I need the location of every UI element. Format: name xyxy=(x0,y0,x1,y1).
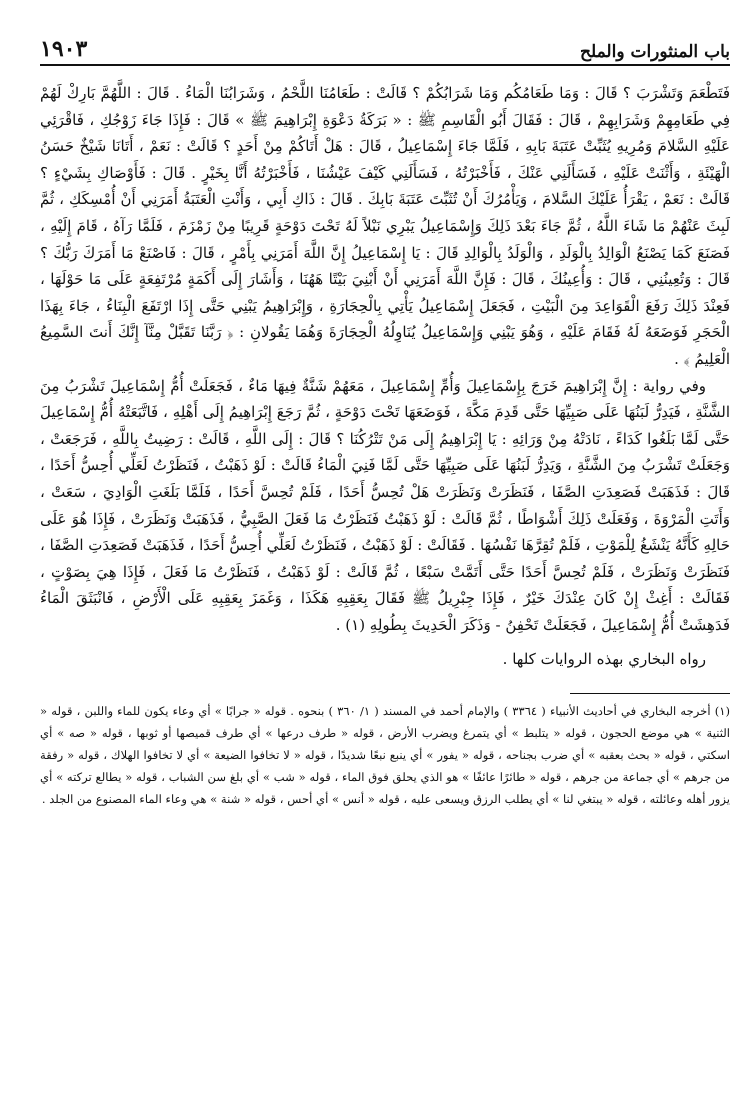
page-number: ١٩٠٣ xyxy=(40,36,88,62)
paragraph-hadith-main: فَتَطْعَمَ وَتَشْرَبَ ؟ قَالَ : وَمَا طَعَامُكُم وَمَا شَرَابُكُمْ ؟ قَالَتْ : طَعَامُنَا اللَّحْمُ ، وَشَرَابُنَا الْمَاءُ . قَالَ : اللَّهُمَّ بَارِكْ لَهُمْ فِي طَعَامِهِمْ وَشَرَابِهِمْ ، قَالَ : فَقَالَ أَبُو الْقَاسِمِ ﷺ : « بَرَكَةُ دَعْوَةِ إِبْرَاهِيمَ ﷺ » قَالَ : فَإِذَا جَاءَ زَوْجُكِ ، فَاقْرَئِي عَلَيْهِ السَّلامَ وَمُرِيهِ يُثَبِّتْ عَتَبَةَ بَابِهِ ، فَلَمَّا جَاءَ إِسْمَاعِيلُ ، قَالَ : هَلْ أَتَاكُمْ مِنْ أَحَدٍ ؟ قَالَتْ : نَعَمْ ، أَتَانَا شَيْخٌ حَسَنُ الْهَيْئَةِ ، وَأَثْنَتْ عَلَيْهِ ، فَسَأَلَنِي عَنْكَ ، فَأَخْبَرْتُهُ ، فَسَأَلَنِي كَيْفَ عَيْشُنَا ، فَأَخْبَرْتُهُ أَنَّا بِخَيْرٍ . قَالَ : فَأَوْصَاكِ بِشَيْءٍ ؟ قَالَتْ : نَعَمْ ، يَقْرَأُ عَلَيْكَ السَّلامَ ، وَيَأْمُرُكَ أَنْ تُثَبِّتَ عَتَبَةَ بَابِكَ . قَالَ : ذَاكِ أَبِي ، وَأَنْتِ الْعَتَبَةُ أَمَرَنِي أَنْ أُمْسِكَكِ ، ثُمَّ لَبِثَ عَنْهُمْ مَا شَاءَ اللَّهُ ، ثُمَّ جَاءَ بَعْدَ ذَلِكَ وَإِسْمَاعِيلُ يَبْرِي نَبْلاً لَهُ تَحْتَ دَوْحَةٍ قَرِيبًا مِنْ زَمْزَمَ ، فَلَمَّا رَآهُ ، قَامَ إِلَيْهِ ، فَصَنَعَ كَمَا يَصْنَعُ الْوَالِدُ بِالْوَلَدِ ، وَالْوَلَدُ بِالْوَالِدِ قَالَ : يَا إِسْمَاعِيلُ إِنَّ اللَّهَ أَمَرَنِي بِأَمْرٍ ، قَالَ : فَاصْنَعْ مَا أَمَرَكَ رَبُّكَ ؟ قَالَ : وَتُعِينُنِي ، قَالَ : وَأُعِينُكَ ، قَالَ : فَإِنَّ اللَّهَ أَمَرَنِي أَنْ أَبْنِيَ بَيْتًا هَهُنَا ، وَأَشَارَ إِلَى أَكَمَةٍ مُرْتَفِعَةٍ عَلَى مَا حَوْلَهَا ، فَعِنْدَ ذَلِكَ رَفَعَ الْقَوَاعِدَ مِنَ الْبَيْتِ ، فَجَعَلَ إِسْمَاعِيلُ يَأْتِي بِالْحِجَارَةِ ، وَإِبْرَاهِيمُ يَبْنِي حَتَّى إِذَا ارْتَفَعَ الْبِنَاءُ ، جَاءَ بِهَذَا الْحَجَرِ فَوَضَعَهُ لَهُ فَقَامَ عَلَيْهِ ، وَهُوَ يَبْنِي وَإِسْمَاعِيلُ يُنَاوِلُهُ الْحِجَارَةَ وَهُمَا يَقُولانِ : ﴿ رَبَّنَا تَقَبَّلْ مِنَّآ إِنَّكَ أَنتَ السَّمِيعُ الْعَلِيمُ ﴾ . xyxy=(40,84,730,368)
page xyxy=(40,30,730,810)
paragraph-attribution: رواه البخاري بهذه الروايات كلها . xyxy=(502,650,706,669)
paragraph-riwaya: وفي رواية : إِنَّ إِبْرَاهِيمَ خَرَجَ بِإِسْمَاعِيلَ وَأُمِّ إِسْمَاعِيلَ ، مَعَهُمْ شَنَّةٌ فِيهَا مَاءٌ ، فَجَعَلَتْ أُمُّ إِسْمَاعِيلَ تَشْرَبُ مِنَ الشَّنَّةِ ، فَيَدِرُّ لَبَنُهَا عَلَى صَبِيِّهَا حَتَّى قَدِمَ مَكَّةَ ، فَوَضَعَهَا تَحْتَ دَوْحَةٍ ، ثُمَّ رَجَعَ إِبْرَاهِيمُ إِلَى أَهْلِهِ ، فَاتَّبَعَتْهُ أُمُّ إِسْمَاعِيلَ حَتَّى لَمَّا بَلَغُوا كَدَاءً ، نَادَتْهُ مِنْ وَرَائِهِ : يَا إِبْرَاهِيمُ إِلَى مَنْ تَتْرُكُنَا ؟ قَالَ : إِلَى اللَّهِ ، قَالَتْ : رَضِيتُ بِاللَّهِ ، فَرَجَعَتْ ، وَجَعَلَتْ تَشْرَبُ مِنَ الشَّنَّةِ ، وَيَدِرُّ لَبَنُهَا عَلَى صَبِيِّهَا حَتَّى لَمَّا فَنِيَ الْمَاءُ قَالَتْ : لَوْ ذَهَبْتُ ، فَنَظَرْتُ لَعَلِّي أُحِسُّ أَحَدًا ، قَالَ : فَذَهَبَتْ فَصَعِدَتِ الصَّفَا ، فَنَظَرَتْ وَنَظَرَتْ هَلْ تُحِسُّ أَحَدًا ، فَلَمْ تُحِسَّ أَحَدًا ، فَلَمَّا بَلَغَتِ الْوَادِيَ ، سَعَتْ ، وَأَتَتِ الْمَرْوَةَ ، وَفَعَلَتْ ذَلِكَ أَشْوَاطًا ، ثُمَّ قَالَتْ : لَوْ ذَهَبْتُ فَنَظَرْتُ مَا فَعَلَ الصَّبِيُّ ، فَذَهَبَتْ وَنَظَرَتْ ، فَإِذَا هُوَ عَلَى حَالِهِ كَأَنَّهُ يَنْشَغُ لِلْمَوْتِ ، فَلَمْ تُقِرَّهَا نَفْسُهَا . فَقَالَتْ : لَوْ ذَهَبْتُ ، فَنَظَرْتُ لَعَلِّي أُحِسُّ أَحَدًا ، فَذَهَبَتْ فَصَعِدَتِ الصَّفَا ، فَنَظَرَتْ وَنَظَرَتْ ، فَلَمْ تُحِسَّ أَحَدًا حَتَّى أَتَمَّتْ سَبْعًا ، ثُمَّ قَالَتْ : لَوْ ذَهَبْتُ ، فَنَظَرْتُ مَا فَعَلَ ، فَإِذَا هِيَ بِصَوْتٍ ، فَقَالَتْ : أَغِثْ إِنْ كَانَ عِنْدَكَ خَيْرٌ ، فَإِذَا جِبْرِيلُ ﷺ فَقَالَ بِعَقِبِهِ هَكَذَا ، وَغَمَزَ بِعَقِبِهِ عَلَى الْأَرْضِ ، فَانْبَثَقَ الْمَاءُ فَدَهِشَتْ أُمُّ إِسْمَاعِيلَ ، فَجَعَلَتْ تَحْفِنُ - وَذَكَرَ الْحَدِيثَ بِطُولِهِ (١) . xyxy=(40,376,730,634)
footnote-divider xyxy=(570,693,730,694)
page-header xyxy=(40,30,730,66)
footnote: (١) أخرجه البخاري في أحاديث الأنبياء ( ٣٣٦٤ ) والإمام أحمد في المسند ( ١/ ٣٦٠ ) بنحوه . قوله « جرابًا » أي وعاء يكون للماء واللبن ، قوله « الثنية » هي موضع الحجون ، قوله « يتلبط » أي يتمرغ ويضرب الأرض ، قوله « طرف درعها » أي طرف قميصها أو ثوبها ، قوله « صه » أي اسكتي ، قوله « بحث بعقبه » أي ضرب بجناحه ، قوله « يفور » أي ينبع نبعًا شديدًا ، قوله « لا تخافوا الضيعة » أي لا تخافوا الهلاك ، قوله « رفقة من جرهم » أي جماعة من جرهم ، قوله « طائرًا عائفًا » هو الذي يحلق فوق الماء ، قوله « شب » أي بلغ سن الشباب ، قوله « يطالع تركته » أي يزور أهله وعائلته ، قوله « يبتغي لنا » أي يطلب الرزق ويسعى عليه ، قوله « أنس » أي أحس ، قوله « شنة » هي وعاء الماء المصنوع من الجلد . xyxy=(40,704,730,807)
main-text xyxy=(40,80,730,673)
chapter-title: باب المنثورات والملح xyxy=(579,42,730,62)
